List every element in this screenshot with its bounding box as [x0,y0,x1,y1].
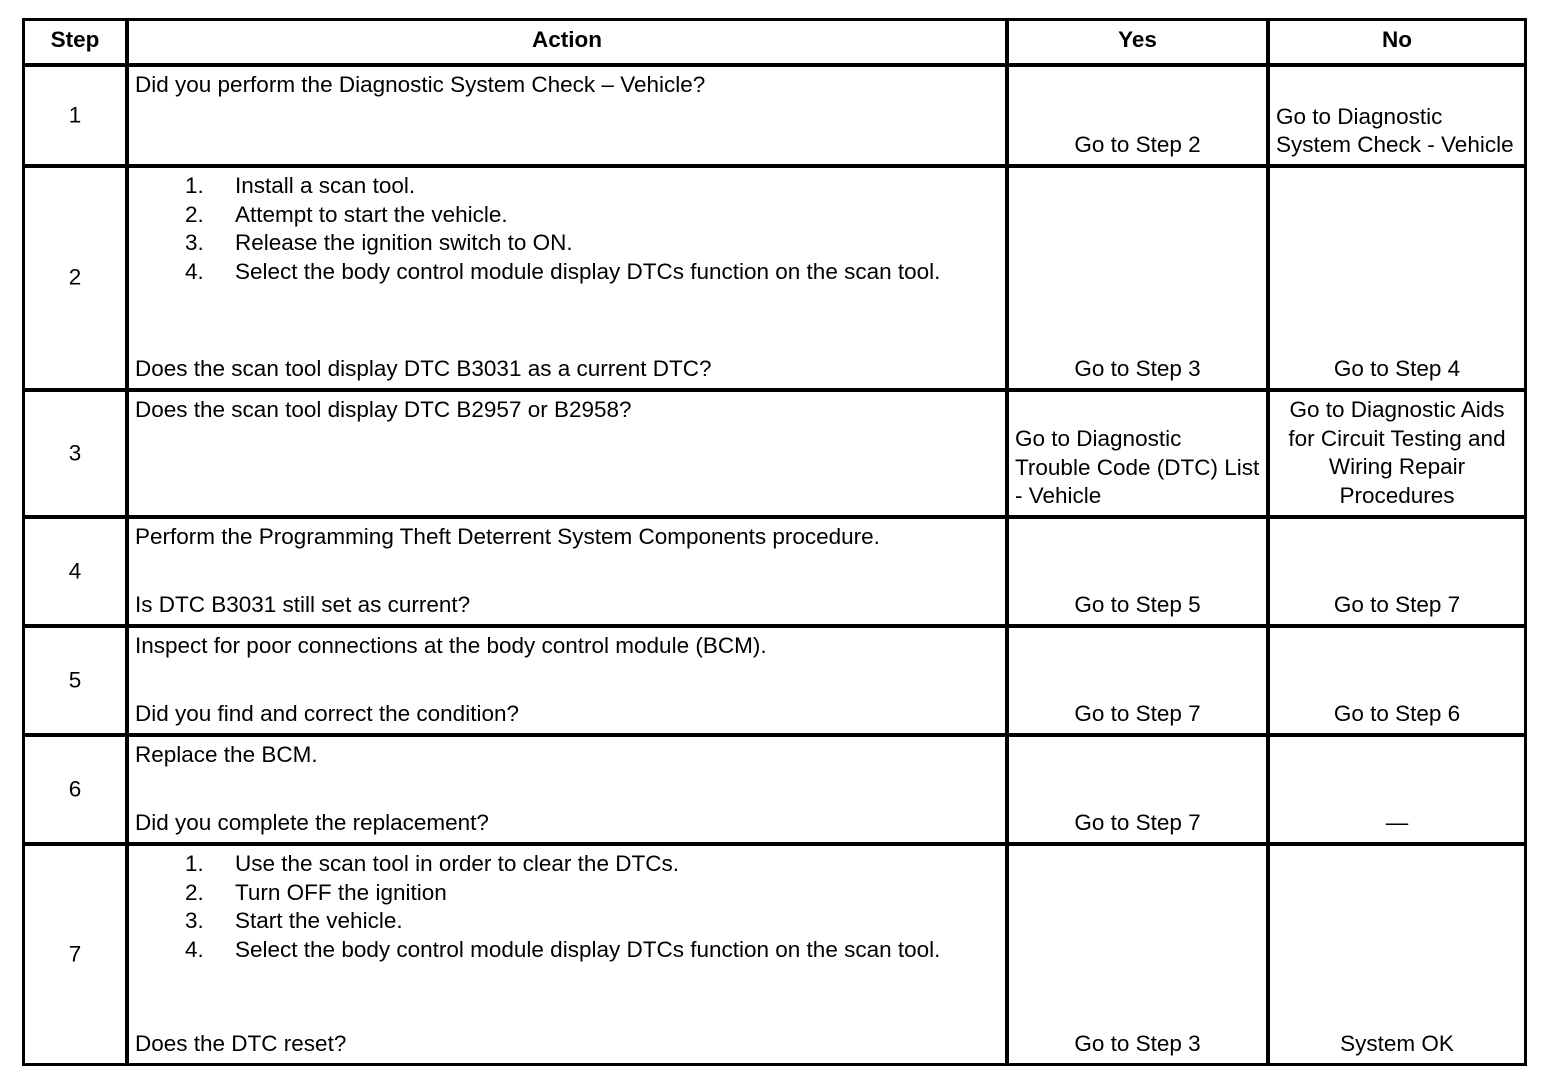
step-cell [25,392,125,515]
action-question: Did you complete the replacement? [135,810,489,836]
step-number: 4 [68,558,82,584]
table-row-step-5 [25,624,1524,733]
action-step-text: Use the scan tool in order to clear the DTCs. [235,851,679,876]
no-result: Go to Step 6 [1333,701,1461,727]
action-text: Inspect for poor connections at the body control module (BCM). [135,633,767,658]
action-cell [125,67,1005,164]
action-text: Replace the BCM. [135,742,318,767]
action-step-item: 1. Use the scan tool in order to clear the DTCs. [185,851,679,876]
action-question: Did you find and correct the condition? [135,701,519,727]
action-cell [125,628,1005,733]
yes-cell [1005,67,1266,164]
action-step-text: Turn OFF the ignition [235,879,447,905]
step-number: 3 [68,440,82,466]
table-row-step-2 [25,164,1524,388]
yes-cell [1005,628,1266,733]
no-result: Go to Step 7 [1333,592,1461,618]
action-text: Does the scan tool display DTC B2957 or B2958? [135,397,632,422]
step-number: 6 [68,776,82,802]
no-result: — [1385,810,1409,836]
yes-cell [1005,168,1266,388]
action-step-text: Select the body control module display DTCs function on the scan tool. [235,259,941,285]
header-no: No [1266,21,1524,63]
action-cell [125,846,1005,1063]
no-cell [1266,67,1524,164]
step-number: 7 [68,941,82,967]
no-result: Go to Diagnostic System Check - Vehicle [1276,103,1514,158]
action-step-item: 1. Install a scan tool. [185,173,416,198]
step-cell [25,846,125,1063]
no-cell [1266,846,1524,1063]
action-cell [125,392,1005,515]
step-cell [25,737,125,842]
yes-result: Go to Step 3 [1074,1031,1201,1057]
action-step-item: 2. Attempt to start the vehicle. [185,201,508,227]
action-step-text: Start the vehicle. [235,908,403,934]
no-cell [1266,519,1524,624]
header-action: Action [125,21,1005,63]
action-question: Does the DTC reset? [135,1031,347,1057]
action-step-text: Attempt to start the vehicle. [235,201,508,227]
action-step-text: Install a scan tool. [235,173,416,198]
no-cell [1266,392,1524,515]
no-cell [1266,168,1524,388]
yes-result: Go to Step 2 [1074,132,1201,158]
step-number: 1 [68,102,82,128]
action-question: Does the scan tool display DTC B3031 as a current DTC? [135,356,712,382]
action-step-item: 4. Select the body control module display DTCs function on the scan tool. [185,937,941,963]
yes-cell [1005,519,1266,624]
table-row-step-4 [25,515,1524,624]
yes-cell [1005,846,1266,1063]
table-grid [25,21,1524,1063]
table-row-step-6 [25,733,1524,842]
diagnostic-table [22,18,1527,1066]
action-cell [125,737,1005,842]
action-step-item: 3. Release the ignition switch to ON. [185,230,573,256]
action-text: Did you perform the Diagnostic System Check – Vehicle? [135,72,706,97]
yes-result: Go to Step 7 [1074,701,1201,727]
header-step: Step [50,27,100,52]
yes-result: Go to Step 3 [1074,356,1201,382]
header-yes: Yes [1005,21,1266,63]
yes-result: Go to Diagnostic Trouble Code (DTC) List - Vehicle [1015,425,1260,509]
table-row-step-3 [25,388,1524,515]
no-cell [1266,737,1524,842]
action-cell [125,519,1005,624]
action-steps-list [129,172,997,287]
table-row-step-1 [25,63,1524,164]
no-cell [1266,628,1524,733]
no-result: System OK [1340,1031,1454,1057]
yes-cell [1005,737,1266,842]
step-number: 5 [68,667,82,693]
table-header-row [25,21,1524,63]
action-steps-list [129,850,997,965]
step-cell [25,628,125,733]
table-row-step-7 [25,842,1524,1063]
step-number: 2 [68,264,82,290]
no-result: Go to Diagnostic Aids for Circuit Testing and Wiring Repair Procedures [1288,397,1506,509]
action-step-text: Select the body control module display DTCs function on the scan tool. [235,937,941,963]
action-step-text: Release the ignition switch to ON. [235,230,573,256]
action-step-item: 2. Turn OFF the ignition [185,879,447,905]
no-result: Go to Step 4 [1333,356,1461,382]
action-question: Is DTC B3031 still set as current? [135,592,471,618]
step-cell [25,67,125,164]
action-step-item: 4. Select the body control module display DTCs function on the scan tool. [185,259,941,285]
action-cell [125,168,1005,388]
yes-cell [1005,392,1266,515]
action-text: Perform the Programming Theft Deterrent System Components procedure. [135,524,880,549]
step-cell [25,519,125,624]
action-step-item: 3. Start the vehicle. [185,908,403,934]
yes-result: Go to Step 7 [1074,810,1201,836]
yes-result: Go to Step 5 [1074,592,1201,618]
step-cell [25,168,125,388]
